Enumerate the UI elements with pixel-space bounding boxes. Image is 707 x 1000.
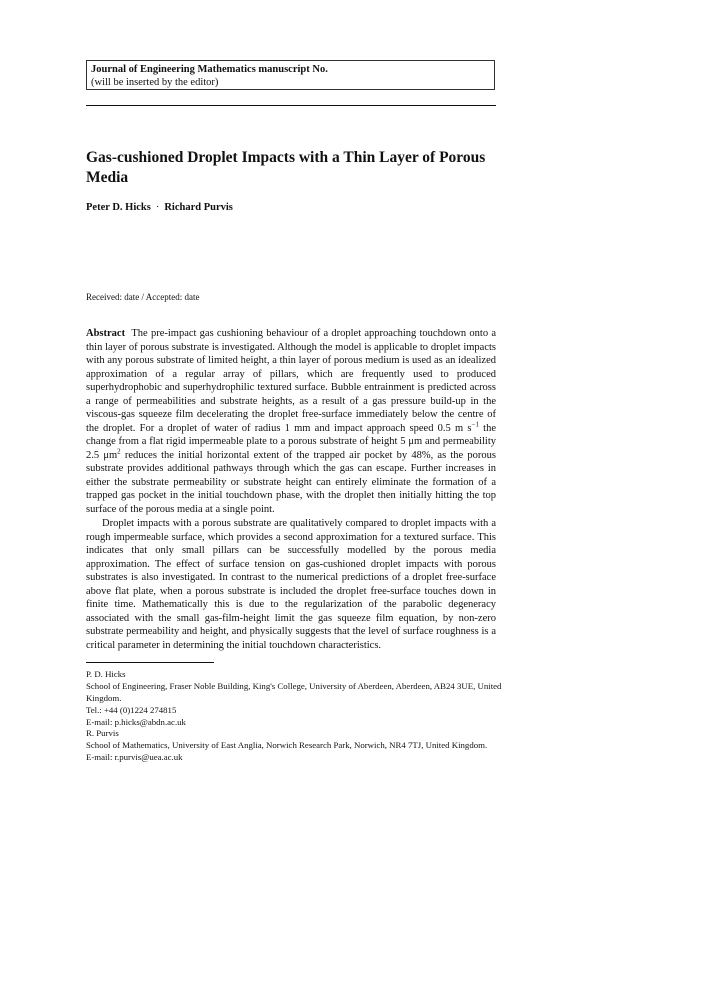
author-hicks: Peter D. Hicks [86, 202, 151, 213]
affiliation-address: School of Engineering, Fraser Noble Building, King's College, University of Aberdeen, Aberdeen, AB24 3UE, United Kingdom. [86, 681, 502, 703]
abstract-text-a: The pre-impact gas cushioning behaviour of a droplet approaching touchdown onto a thin layer of porous substrate is investigated. Although the model is applicable to droplet impacts with any porous substrate of limited height, a thin layer of porous medium is used as an idealized approximation of a regular array of pillars, which are frequently used to produced superhydrophobic and superhydrophilic textured surface. Bubble entrainment is predicted across a range of permeabilities and substrate heights, as a result of a gas pressure build-up in the viscous-gas squeeze film decelerating the droplet free-surface immediately below the centre of the droplet. For a droplet of water of radius 1 mm and impact approach speed 0.5 m s [86, 328, 496, 434]
abstract-text-c: reduces the initial horizontal extent of the trapped air pocket by 48%, as the porous substrate provides additional pathways through which the gas can escape. Further increases in either the substrate permeability or substrate height can entirely eliminate the formation of a trapped gas pocket in the initial touchdown phase, with the droplet then initially hitting the top surface of the porous media at a single point. [86, 449, 497, 515]
abstract-paragraph-2: Droplet impacts with a porous substrate are qualitatively compared to droplet impacts with a rough impermeable surface, which provides a second approximation for a textured surface. This indicates that only small pillars can be successfully modelled by the porous media approximation. The effect of surface tension on gas-cushioned droplet impacts with porous substrates is also investigated. In contrast to the numerical predictions of a droplet free-surface above flat plate, when a porous substrate is included the droplet free-surface touches down in finite time. Mathematically this is due to the regularization of the parabolic degeneracy associated with the small gas-film-height limit the gas squeeze film equation, by non-zero substrate permeability and height, and physically suggests that the level of surface roughness is a critical parameter in determining the initial touchdown characteristics. [86, 518, 496, 651]
author-list [86, 202, 233, 213]
abstract-text-b: the change from a flat rigid impermeable plate to a porous substrate of height 5 μm and permeability 2.5 μm [86, 422, 497, 461]
journal-name: Journal of Engineering Mathematics manuscript No. [91, 64, 328, 75]
affiliation-email: E-mail: p.hicks@abdn.ac.uk [86, 717, 186, 727]
affiliation-email: E-mail: r.purvis@uea.ac.uk [86, 752, 183, 762]
affiliation-tel: Tel.: +44 (0)1224 274815 [86, 705, 177, 715]
author-purvis: Richard Purvis [164, 202, 233, 213]
affiliation-name: P. D. Hicks [86, 669, 126, 679]
affiliation-purvis [86, 727, 504, 763]
journal-header-box [86, 60, 495, 90]
affiliation-hicks [86, 668, 504, 728]
abstract-superscript-1: −1 [471, 420, 479, 428]
abstract-superscript-2: 2 [117, 447, 121, 455]
footnote-rule [86, 662, 214, 663]
received-accepted-line: Received: date / Accepted: date [86, 292, 200, 302]
header-rule [86, 105, 496, 106]
author-separator: · [155, 202, 160, 213]
affiliation-address: School of Mathematics, University of East Anglia, Norwich Research Park, Norwich, NR4 7TJ, United Kingdom. [86, 740, 488, 750]
editor-note: (will be inserted by the editor) [91, 77, 219, 88]
affiliation-name: R. Purvis [86, 728, 119, 738]
abstract-paragraph-1 [86, 327, 496, 516]
abstract-heading: Abstract [86, 328, 126, 339]
paper-title: Gas-cushioned Droplet Impacts with a Thin Layer of Porous Media [86, 149, 486, 186]
